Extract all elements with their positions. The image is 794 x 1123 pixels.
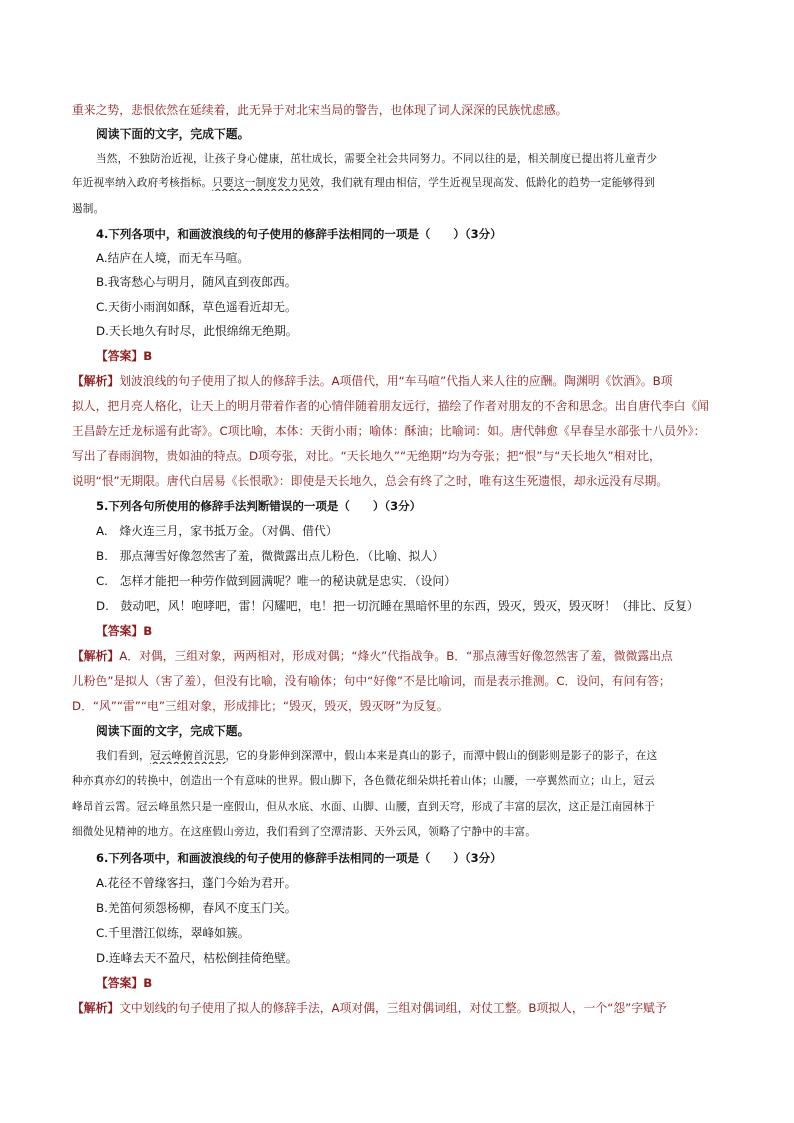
question-5-stem: 5.下列各句所使用的修辞手法判断错误的一项是（ ）（3分） xyxy=(96,499,422,513)
q5-explanation-line1 xyxy=(72,648,728,664)
q6-answer xyxy=(96,975,728,991)
passage2-text: 我们看到， xyxy=(96,750,150,762)
q4-explanation-line4: 写出了春雨润物，贵如油的特点。D项夸张，对比。“天长地久”“无绝期”均为夸张；把“恨”与“天长地久”相对比， xyxy=(72,449,661,463)
q6-option-d: D.连峰去天不盈尺，枯松倒挂倚绝壁。 xyxy=(96,951,298,965)
passage1-line2 xyxy=(72,175,728,191)
passage2-line1 xyxy=(96,748,728,764)
explanation-tag: 【解析】 xyxy=(72,1001,120,1015)
continued-explanation-line: 重来之势，悲恨依然在延续着，此无异于对北宋当局的警告，也体现了词人深深的民族忧虑感。 xyxy=(72,103,568,117)
q5-explanation-line3: D．“风”“雷”“电”三组对象，形成排比；“毁灭，毁灭，毁灭呀”为反复。 xyxy=(72,699,449,713)
q5-option-c: C. 怎样才能把一种劳作做到圆满呢？唯一的秘诀就是忠实．（设问） xyxy=(96,574,456,588)
passage1-line3: 遏制。 xyxy=(72,203,105,215)
explanation-tag: 【解析】 xyxy=(72,374,120,388)
q4-explanation-line2: 拟人，把月亮人格化，让天上的明月带着作者的心情伴随着朋友远行，描绘了作者对朋友的不舍和思念。出自唐代李白《闻 xyxy=(72,399,710,413)
q5-explanation-line2: 儿粉色”是拟人（害了羞），但没有比喻，没有喻体；句中“好像”不是比喻词，而是表示推测。C．设问，有问有答； xyxy=(72,674,671,688)
section1-instruction: 阅读下面的文字，完成下题。 xyxy=(96,127,250,141)
explanation-text: 文中划线的句子使用了拟人的修辞手法，A项对偶，三组对偶词组，对仗工整。B项拟人，一个“怨”字赋予 xyxy=(119,1001,667,1015)
q6-explanation-line1 xyxy=(72,1000,728,1016)
passage2-line2: 种亦真亦幻的转换中，创造出一个有意味的世界。假山脚下，各色微花细朵烘托着山体；山腰，一亭翼然而立；山上，冠云 xyxy=(72,775,655,787)
answer-value: B xyxy=(143,976,153,990)
explanation-tag: 【解析】 xyxy=(72,649,120,663)
q4-explanation-line5: 说明“恨”无期限。唐代白居易《长恨歌》：即使是天长地久，总会有终了之时，唯有这生死遗恨，却永远没有尽期。 xyxy=(72,474,669,488)
q4-answer xyxy=(96,348,728,364)
answer-value: B xyxy=(143,349,153,363)
question-4-stem: 4.下列各项中，和画波浪线的句子使用的修辞手法相同的一项是（ ）（3分） xyxy=(96,227,502,241)
answer-tag: 【答案】 xyxy=(96,349,144,363)
q5-option-a: A. 烽火连三月，家书抵万金。（对偶、借代） xyxy=(96,524,338,538)
q6-option-b: B.羌笛何须怨杨柳，春风不度玉门关。 xyxy=(96,901,297,915)
q4-option-d: D.天长地久有时尽，此恨绵绵无绝期。 xyxy=(96,324,298,338)
wavy-underlined-sentence: 只要这一制度发力见效 xyxy=(212,177,321,189)
q4-explanation-line3: 王昌龄左迁龙标遥有此寄》。C项比喻，本体：天街小雨；喻体：酥油；比喻词：如。唐代韩愈《早春呈水部张十八员外》： xyxy=(72,424,706,438)
q5-option-b: B. 那点薄雪好像忽然害了羞，微微露出点儿粉色．（比喻、拟人） xyxy=(96,549,445,563)
q5-answer xyxy=(96,623,728,639)
wavy-underlined-sentence: 冠云峰俯首沉思 xyxy=(149,750,226,762)
passage2-line3: 峰昂首云霄。冠云峰虽然只是一座假山，但从水底、水面、山脚、山腰，直到天穹，形成了丰富的层次，这正是江南园林于 xyxy=(72,801,655,813)
passage1-text: 年近视率纳入政府考核指标。 xyxy=(72,177,213,189)
answer-value: B xyxy=(143,624,153,638)
passage2-text: ，它的身影伸到深潭中，假山本来是真山的影子，而潭中假山的倒影则是影子的影子，在这 xyxy=(225,750,658,762)
explanation-text: A．对偶，三组对象，两两相对，形成对偶；“烽火”代指战争。B．“那点薄雪好像忽然害了羞，微微露出点 xyxy=(119,649,673,663)
question-6-stem: 6.下列各项中，和画波浪线的句子使用的修辞手法相同的一项是（ ）（3分） xyxy=(96,851,502,865)
passage1-text: ，我们就有理由相信，学生近视呈现高发、低龄化的趋势一定能够得到 xyxy=(320,177,655,189)
q4-option-c: C.天街小雨润如酥，草色遥看近却无。 xyxy=(96,300,297,314)
section2-instruction: 阅读下面的文字，完成下题。 xyxy=(96,724,250,738)
q6-option-c: C.千里潜江似练，翠峰如簇。 xyxy=(96,926,250,940)
q4-option-b: B.我寄愁心与明月，随风直到夜郎西。 xyxy=(96,275,297,289)
q4-explanation-line1 xyxy=(72,373,728,389)
q5-option-d: D. 鼓动吧，风！咆哮吧，雷！闪耀吧，电！把一切沉睡在黑暗怀里的东西，毁灭，毁灭，毁灭呀！（排比、反复） xyxy=(96,599,699,613)
answer-tag: 【答案】 xyxy=(96,976,144,990)
passage2-line4: 细微处见精神的地方。在这座假山旁边，我们看到了空潭清影、天外云风，领略了宁静中的丰富。 xyxy=(72,826,537,838)
q6-option-a: A.花径不曾缘客扫，蓬门今始为君开。 xyxy=(96,876,297,890)
explanation-text: 划波浪线的句子使用了拟人的修辞手法。A项借代，用“车马喧”代指人来人往的应酬。陶渊明《饮酒》。B项 xyxy=(119,374,673,388)
answer-tag: 【答案】 xyxy=(96,624,144,638)
q4-option-a: A.结庐在人境，而无车马喧。 xyxy=(96,251,250,265)
passage1-line1: 当然，不独防治近视，让孩子身心健康，茁壮成长，需要全社会共同努力。不同以往的是，相关制度已提出将儿童青少 xyxy=(96,153,658,165)
